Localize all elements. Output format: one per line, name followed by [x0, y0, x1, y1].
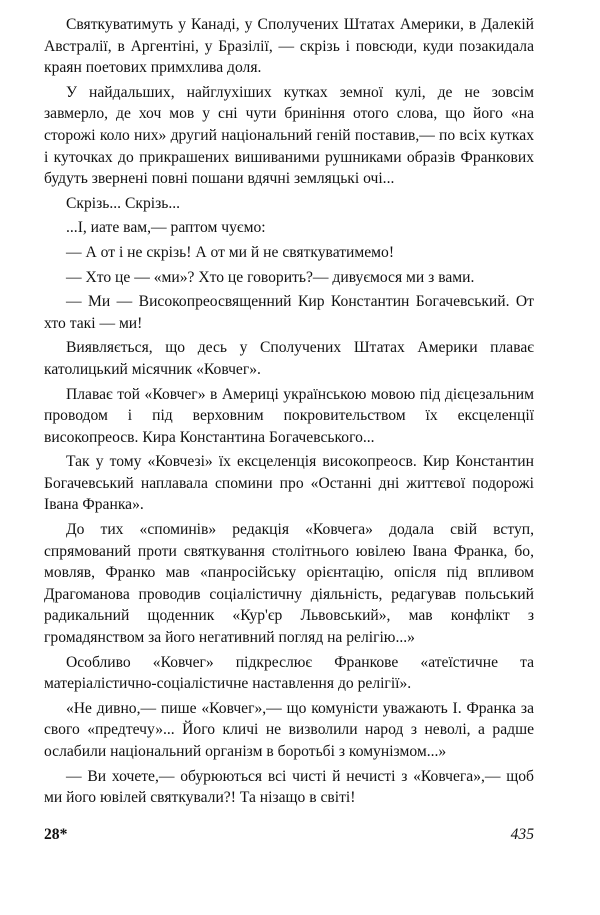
paragraph: Особливо «Ковчег» підкреслює Франкове «атеїстичне та матеріалістично-соціалістичне наставлення до релігії». — [44, 653, 534, 693]
paragraph: — Ми — Високопреосвященний Кир Константин Богачевський. От хто такі — ми! — [44, 293, 534, 332]
paragraph: — Ви хочете,— обурюються всі чисті й нечисті з «Ковчега»,— щоб ми його ювілей святкували?! Та нізащо в світі! — [44, 767, 534, 807]
paragraph: Святкуватимуть у Канаді, у Сполучених Штатах Америки, в Далекій Австралії, в Аргентіні, у Бразілії, — скрізь і повсюди, куди позакидала краян поетових примхлива доля. — [44, 16, 534, 77]
paragraph: У найдальших, найглухіших кутках земної кулі, де не зовсім завмерло, де хоч мов у сні чути бриніння отого слова, що його «на сторожі коло них» другий національний геній поставив,— по всіх кутках і куточках до прикрашених вишиваними рушниками образів Франкових будуть звернені повні пошани вдячні земляцькі очі... — [44, 83, 534, 188]
page-number: 435 — [510, 826, 534, 843]
paragraph: Виявляється, що десь у Сполучених Штатах Америки плаває католицький місячник «Ковчег». — [44, 339, 534, 378]
paragraph: ...І, иате вам,— раптом чуємо: — [66, 219, 266, 237]
paragraph: Скрізь... Скрізь... — [66, 194, 181, 212]
paragraph: До тих «споминів» редакція «Ковчега» додала свій вступ, спрямований проти святкування столітнього ювілею Івана Франка, бо, мовляв, Франко мав «панросійську орієнтацію, опісля під впливом Драгоманова проводив соціалістичну діяльність, редагував польський радикальний щоденник «Кур'єр Львовський», мав конфлікт з громадянством за його негативний погляд на релігію...» — [44, 521, 534, 647]
paragraph: Так у тому «Ковчезі» їх ексцеленція високопреосв. Кир Константин Богачевський наплавала спомини про «Останні дні життєвої подорожі Івана Франка». — [44, 453, 534, 514]
paragraph: Плаває той «Ковчег» в Америці українською мовою під дієцезальним проводом і під верховним покровительством їх ексцеленції високопреосв. Кира Константина Богачевського... — [44, 385, 534, 446]
printer-signature-mark: 28* — [44, 826, 68, 843]
paragraph: — А от і не скрізь! А от ми й не святкуватимемо! — [66, 243, 395, 261]
paragraph: — Хто це — «ми»? Хто це говорить?— дивуємося ми з вами. — [66, 268, 475, 286]
paragraph: «Не дивно,— пише «Ковчег»,— що комуністи уважають І. Франка за свого «предтечу»... Його кличі не визволили народ з неволі, а радше ослабили національний організм в боротьбі з комунізмом...» — [44, 699, 534, 760]
page-text — [44, 14, 534, 812]
